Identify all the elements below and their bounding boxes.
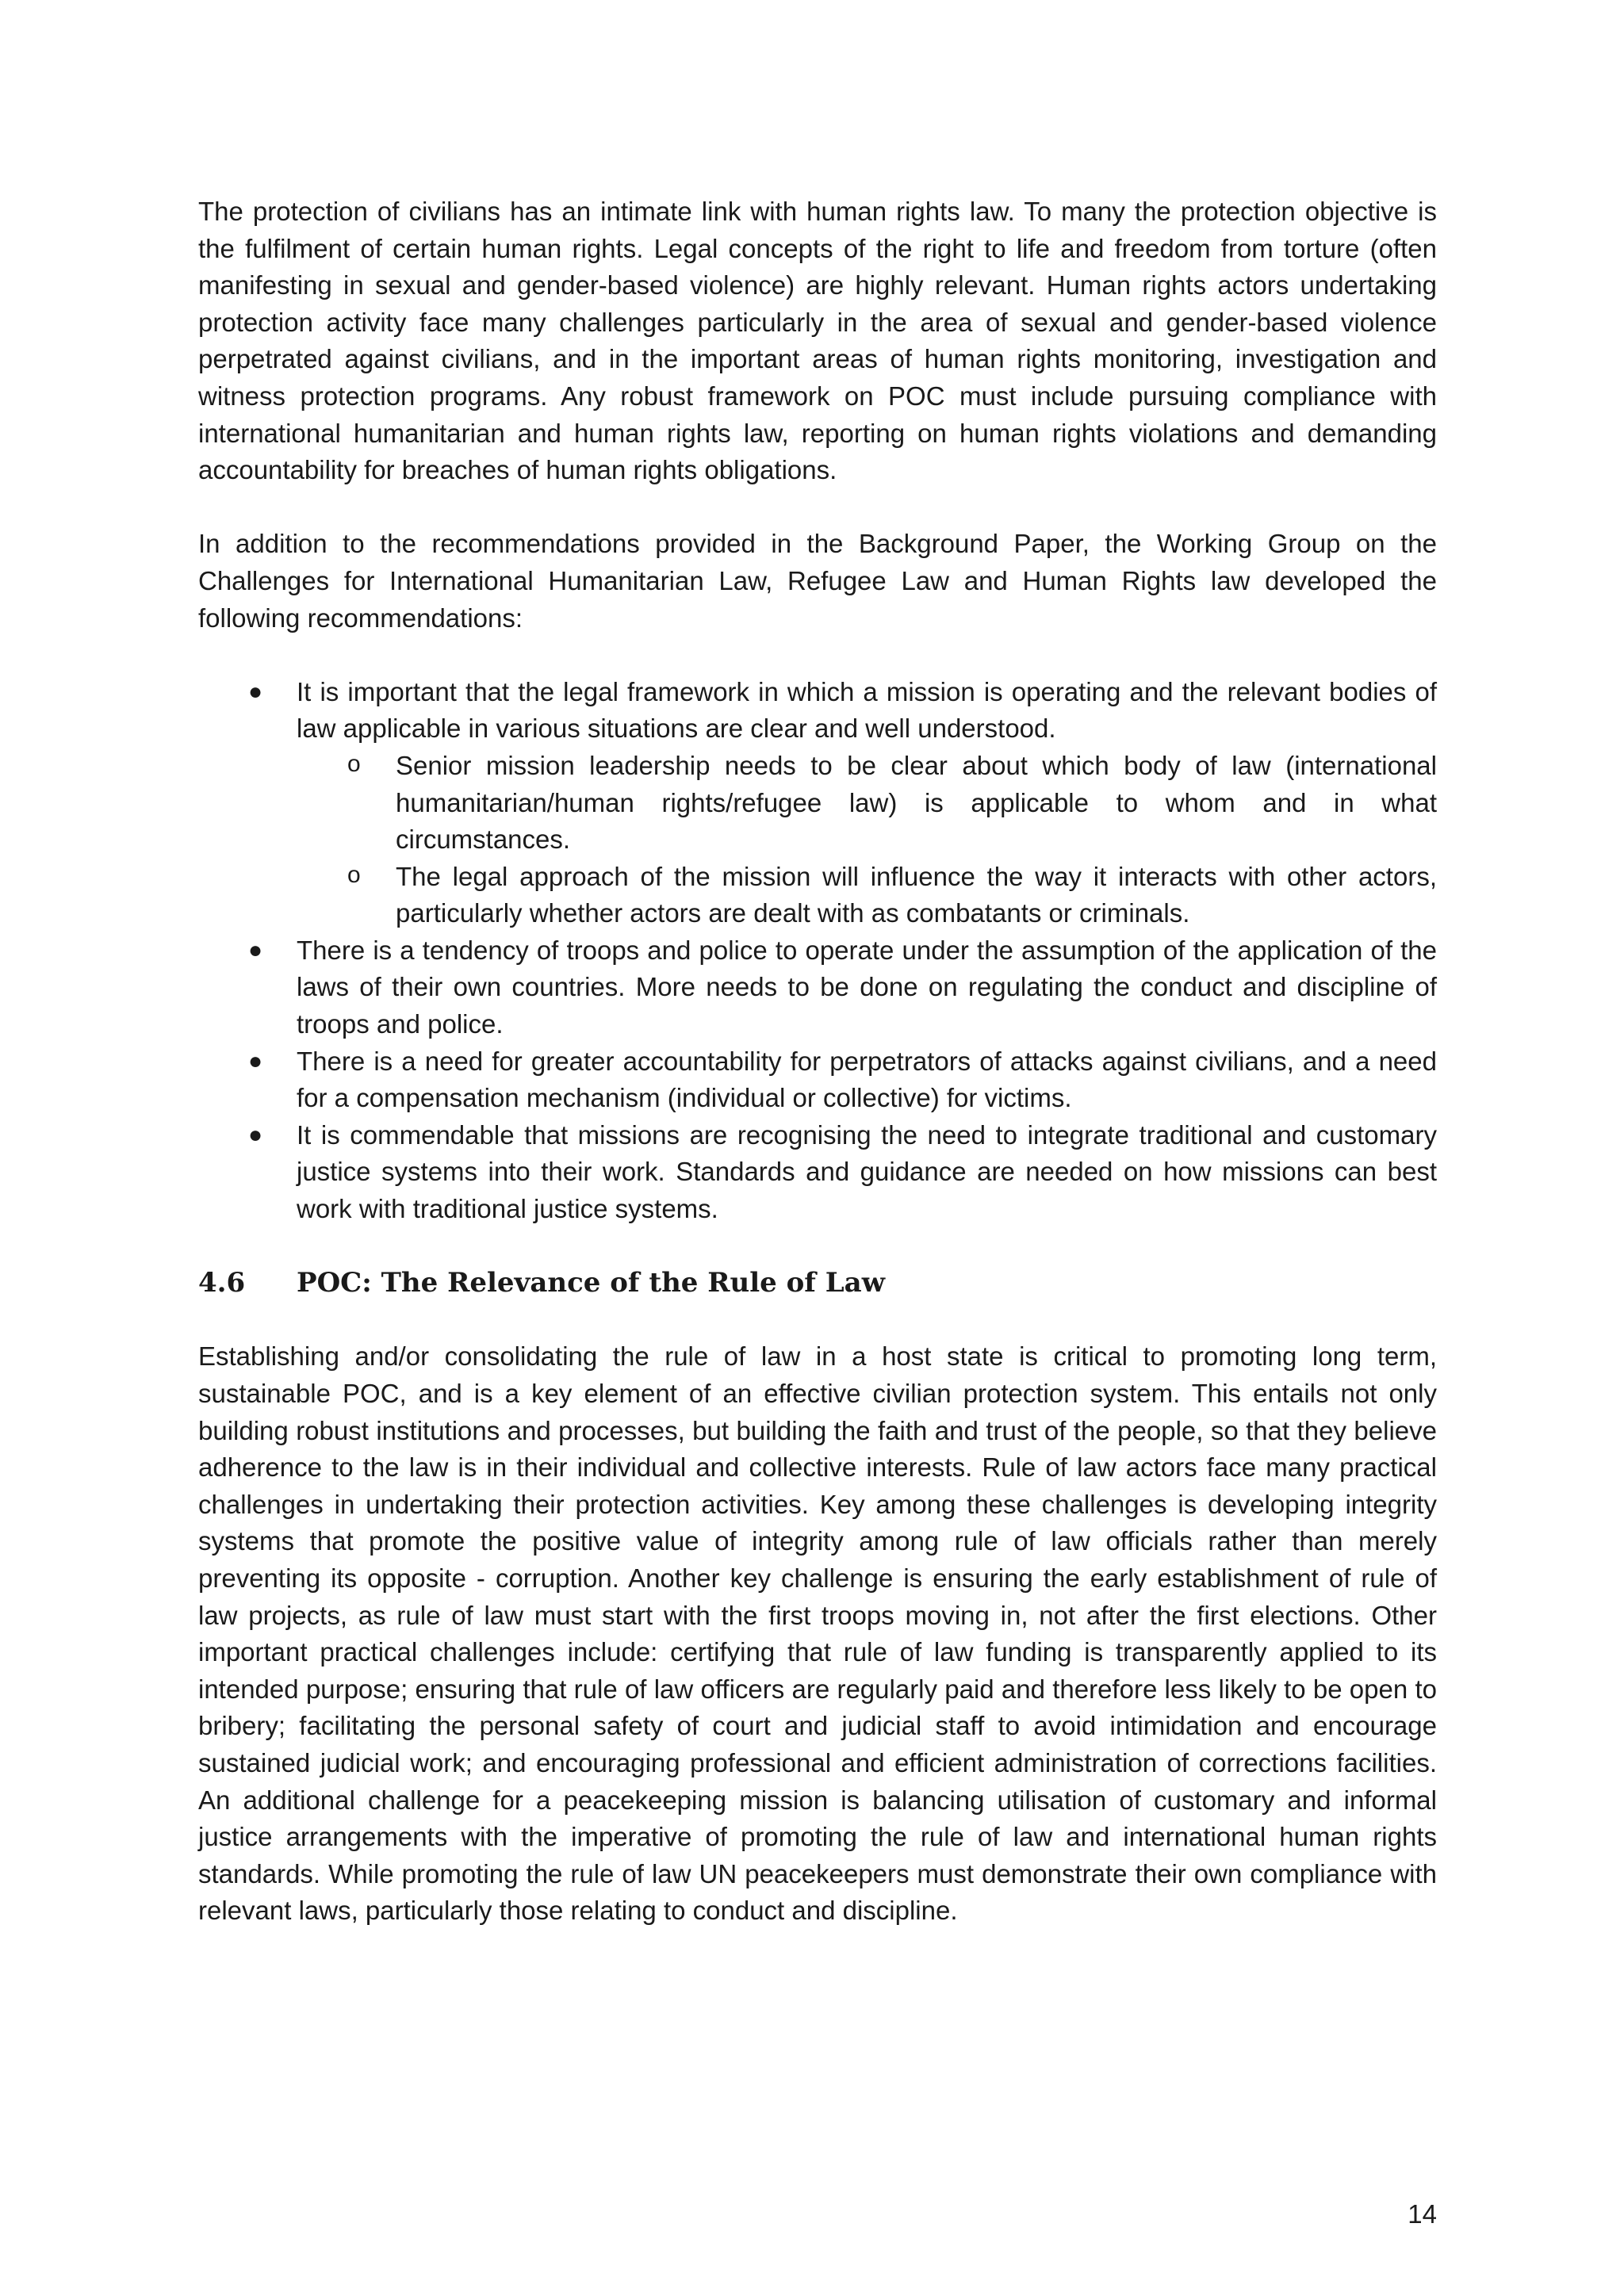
document-page	[198, 193, 1437, 1930]
section-body-paragraph: Establishing and/or consolidating the rule of law in a host state is critical to promoting long term, sustainable POC, and is a key element of an effective civilian protection system. This entails not only building robust institutions and processes, but building the faith and trust of the people, so that they believe adherence to the law is in their individual and collective interests. Rule of law actors face many practical challenges in undertaking their protection activities. Key among these challenges is developing integrity systems that promote the positive value of integrity among rule of law officials rather than merely preventing its opposite - corruption. Another key challenge is ensuring the early establishment of rule of law projects, as rule of law must start with the first troops moving in, not after the first elections. Other important practical challenges include: certifying that rule of law funding is transparently applied to its intended purpose; ensuring that rule of law officers are regularly paid and therefore less likely to be open to bribery; facilitating the personal safety of court and judicial staff to avoid intimidation and encourage sustained judicial work; and encouraging professional and efficient administration of corrections facilities. An additional challenge for a peacekeeping mission is balancing utilisation of customary and informal justice arrangements with the imperative of promoting the rule of law and international human rights standards. While promoting the rule of law UN peacekeepers must demonstrate their own compliance with relevant laws, particularly those relating to conduct and discipline.	[198, 1341, 1437, 1926]
recommendations-list	[198, 674, 1437, 1228]
recommendation-text: It is commendable that missions are recognising the need to integrate traditional and customary justice systems into their work. Standards and guidance are needed on how missions can best work with traditional justice systems.	[297, 1119, 1437, 1224]
list-item	[297, 859, 1437, 932]
list-item	[198, 674, 1437, 932]
recommendation-text: It is important that the legal framework in which a mission is operating and the relevant bodies of law applicable in various situations are clear and well understood.	[297, 676, 1437, 744]
list-item	[198, 1043, 1437, 1117]
circle-bullet-icon: o	[347, 861, 361, 888]
bullet-icon: ●	[248, 678, 263, 705]
sub-recommendation-text: The legal approach of the mission will influence the way it interacts with other actors, particularly whether actors are dealt with as combatants or criminals.	[396, 861, 1437, 928]
intro-paragraph-recommendations: In addition to the recommendations provided in the Background Paper, the Working Group on the Challenges for International Humanitarian Law, Refugee Law and Human Rights law developed the following recommendations:	[198, 529, 1437, 633]
circle-bullet-icon: o	[347, 750, 361, 777]
list-item	[198, 932, 1437, 1043]
recommendation-text: There is a need for greater accountability for perpetrators of attacks against civilians, and a need for a compensation mechanism (individual or collective) for victims.	[297, 1046, 1437, 1113]
bullet-icon: ●	[248, 936, 263, 963]
list-item	[198, 1117, 1437, 1228]
bullet-icon: ●	[248, 1047, 263, 1074]
sub-recommendations-list	[297, 748, 1437, 932]
section-heading	[198, 1265, 1437, 1302]
page-number: 14	[1408, 2199, 1437, 2229]
section-title: POC: The Relevance of the Rule of Law	[297, 1267, 885, 1299]
section-number: 4.6	[198, 1267, 246, 1299]
sub-recommendation-text: Senior mission leadership needs to be clear about which body of law (international humanitarian/human rights/refugee law) is applicable to whom and in what circumstances.	[396, 750, 1437, 855]
bullet-icon: ●	[248, 1121, 263, 1148]
intro-paragraph-human-rights: The protection of civilians has an intimate link with human rights law. To many the protection objective is the fulfilment of certain human rights. Legal concepts of the right to life and freedom from torture (often manifesting in sexual and gender-based violence) are highly relevant. Human rights actors undertaking protection activity face many challenges particularly in the area of sexual and gender-based violence perpetrated against civilians, and in the important areas of human rights monitoring, investigation and witness protection programs. Any robust framework on POC must include pursuing compliance with international humanitarian and human rights law, reporting on human rights violations and demanding accountability for breaches of human rights obligations.	[198, 197, 1437, 485]
list-item	[297, 748, 1437, 859]
recommendation-text: There is a tendency of troops and police to operate under the assumption of the application of the laws of their own countries. More needs to be done on regulating the conduct and discipline of troops and police.	[297, 935, 1437, 1039]
